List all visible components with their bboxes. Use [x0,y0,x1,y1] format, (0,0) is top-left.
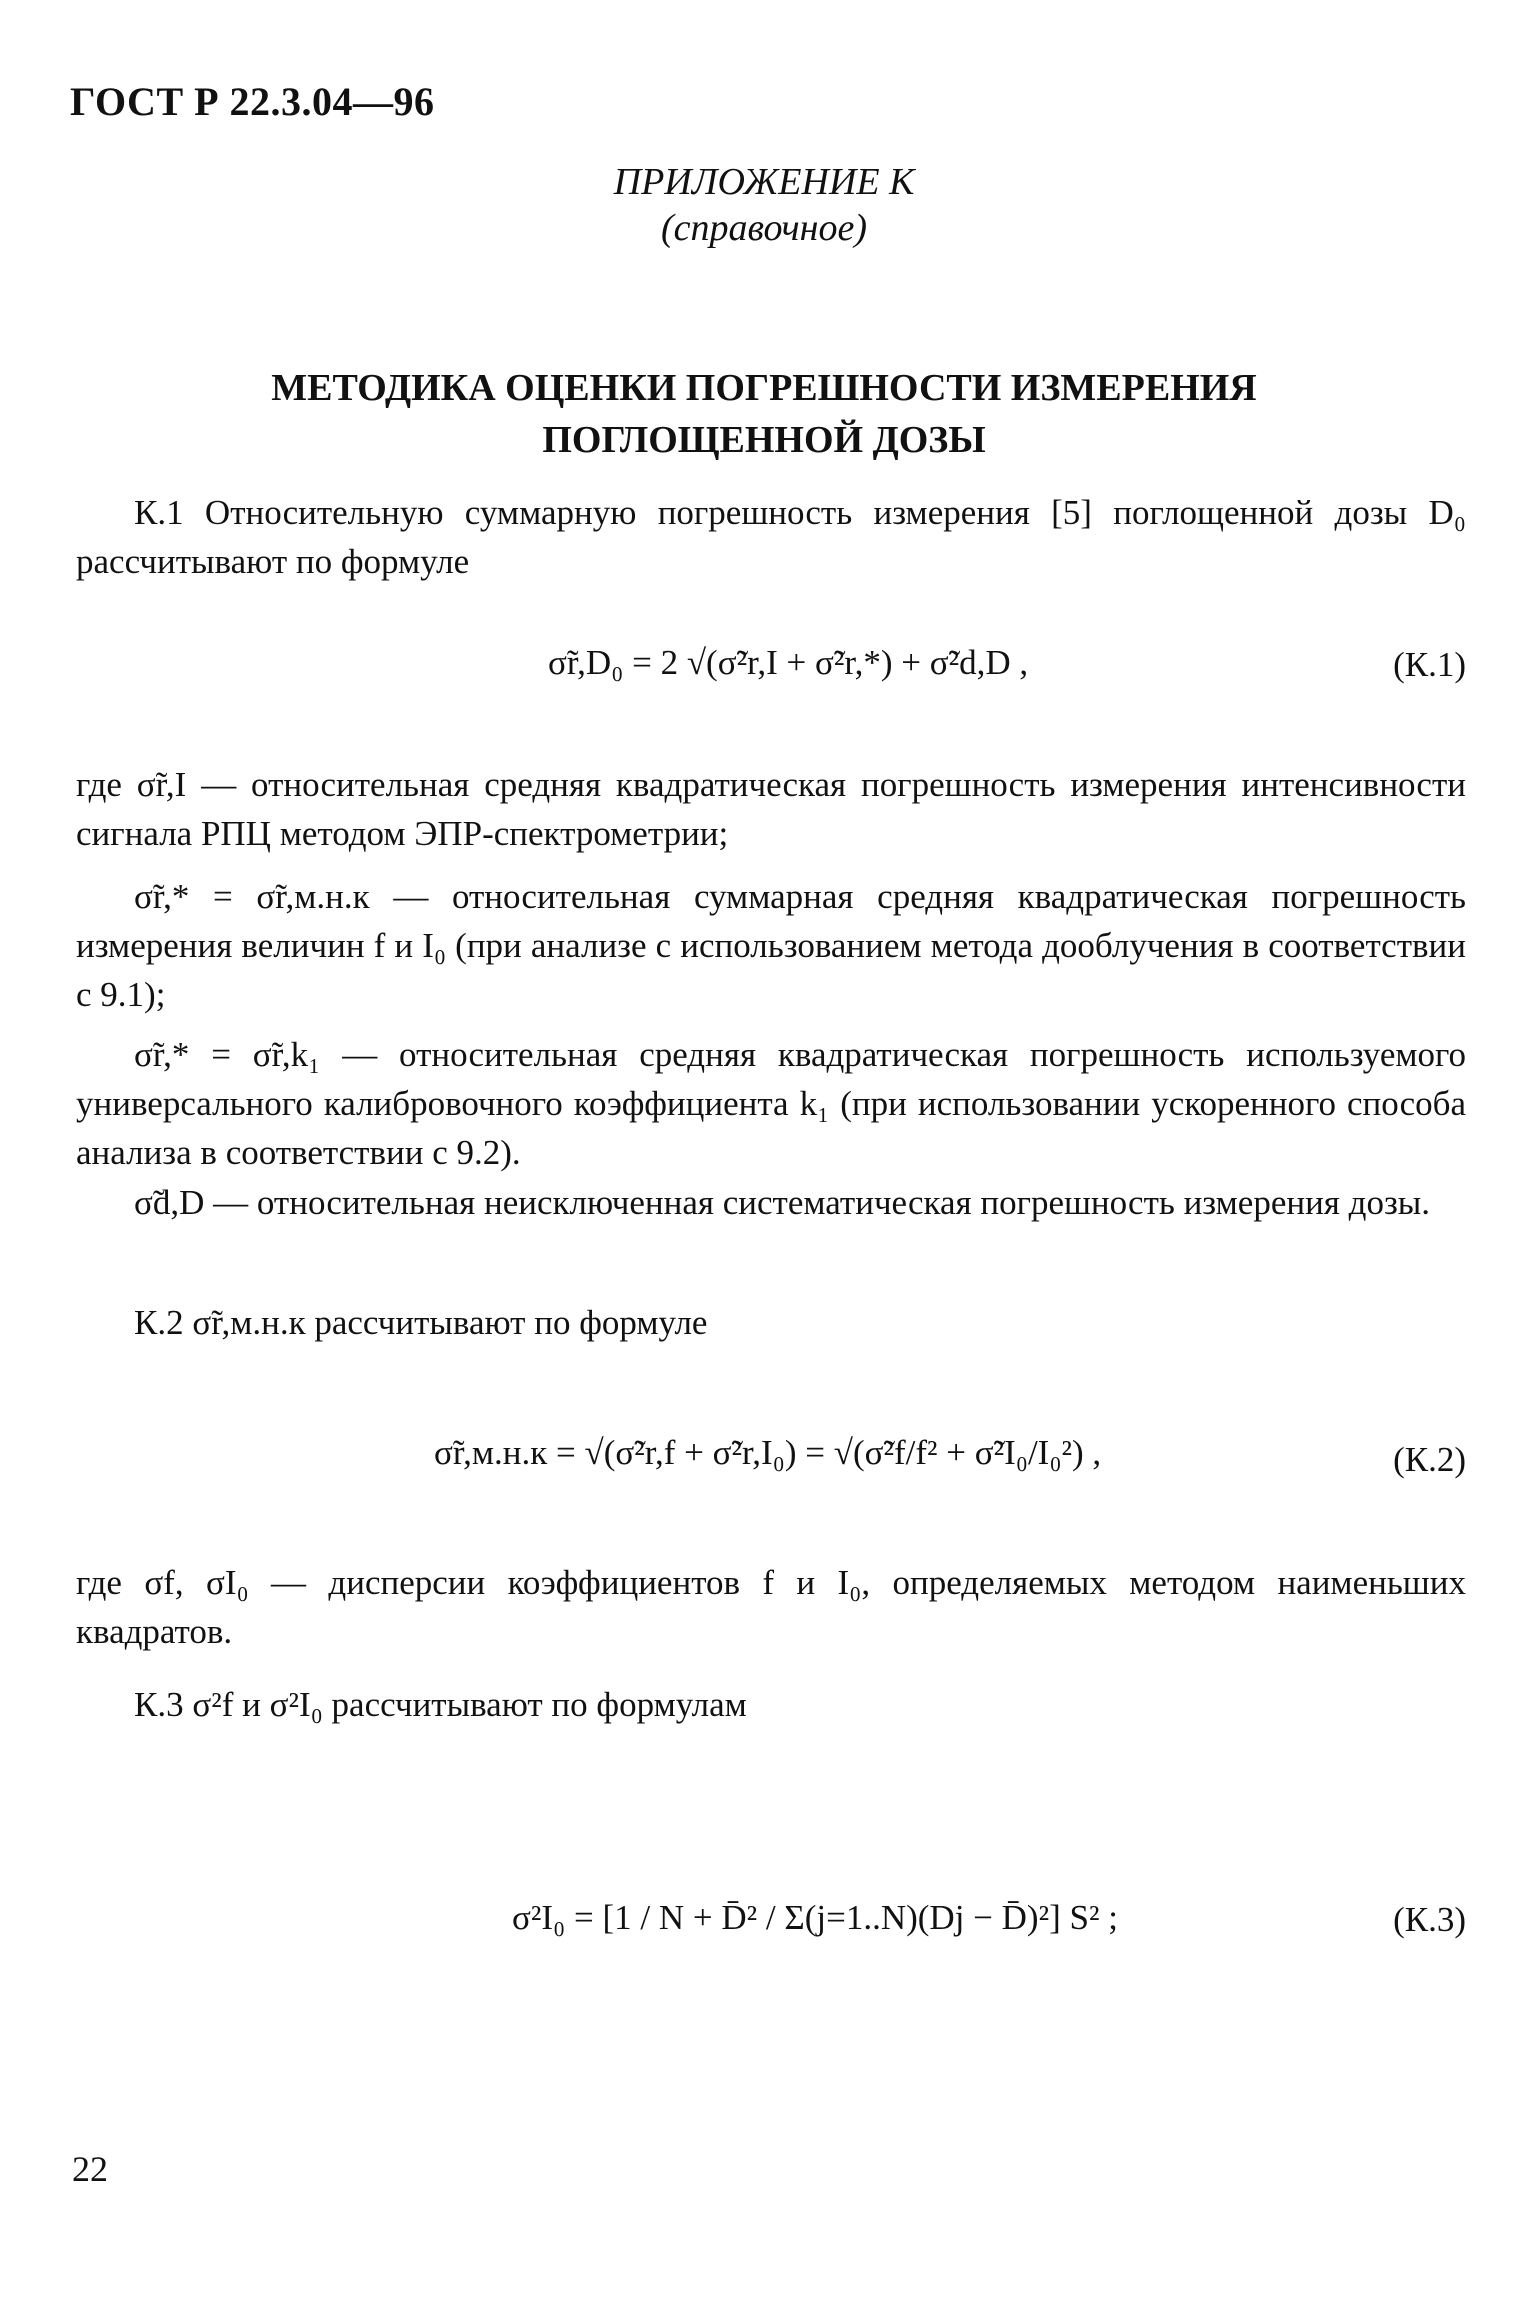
paragraph-k3-intro: К.3 σ²f и σ²I₀ рассчитывают по формулам [134,1685,747,1724]
paragraph-k1-intro: К.1 Относительную суммарную погрешность измерения [5] поглощенной дозы D₀ рассчитывают по формуле [76,493,1466,581]
paragraph-where-sigma-ri: где σ̃r,I — относительная средняя квадратическая погрешность измерения интенсивности сигнала РПЦ методом ЭПР-спектрометрии; [76,765,1466,853]
paragraph-sigma-k1: σ̃r,* = σ̃r,k₁ — относительная средняя квадратическая погрешность используемого универсального калибровочного коэффициента k₁ (при использовании ускоренного способа анализа в соответствии с 9.2). [76,1035,1466,1172]
document-header: ГОСТ Р 22.3.04—96 [70,79,435,124]
paragraph-where-dispersions: где σf, σI₀ — дисперсии коэффициентов f и I₀, определяемых методом наименьших квадратов. [76,1563,1466,1651]
equation-k1: σ̃r,D₀ = 2 √(σ̃²r,I + σ̃²r,*) + σ̃²d,D , [548,643,1029,682]
equation-number-k3: (К.3) [1393,1900,1466,1939]
paragraph-k2-intro: К.2 σ̃r,м.н.к рассчитывают по формуле [134,1303,708,1342]
paragraph-sigma-dd: σ̃d,D — относительная неисключенная систематическая погрешность измерения дозы. [134,1183,1431,1222]
paragraph-sigma-mnk: σ̃r,* = σ̃r,м.н.к — относительная суммарная средняя квадратическая погрешность измерения величин f и I₀ (при анализе с использованием метода дооблучения в соответствии с 9.1); [76,877,1466,1014]
main-title-line2: ПОГЛОЩЕННОЙ ДОЗЫ [542,419,986,461]
annex-subtitle: (справочное) [660,207,868,249]
page-number: 22 [72,2149,108,2189]
annex-title: ПРИЛОЖЕНИЕ К [613,161,915,203]
equation-number-k1: (К.1) [1393,645,1466,684]
main-title-line1: МЕТОДИКА ОЦЕНКИ ПОГРЕШНОСТИ ИЗМЕРЕНИЯ [271,367,1257,409]
equation-k3-text: σ²I₀ = [1 / N + D̄² / Σ(j=1..N)(Dj − D̄)²] S² ; [512,1898,1118,1937]
equation-k3 [512,1900,1118,1935]
equation-k2: σ̃r,м.н.к = √(σ̃²r,f + σ̃²r,I₀) = √(σ̃²f/f² + σ̃²I₀/I₀²) , [434,1433,1102,1472]
equation-number-k2: (К.2) [1393,1440,1466,1479]
